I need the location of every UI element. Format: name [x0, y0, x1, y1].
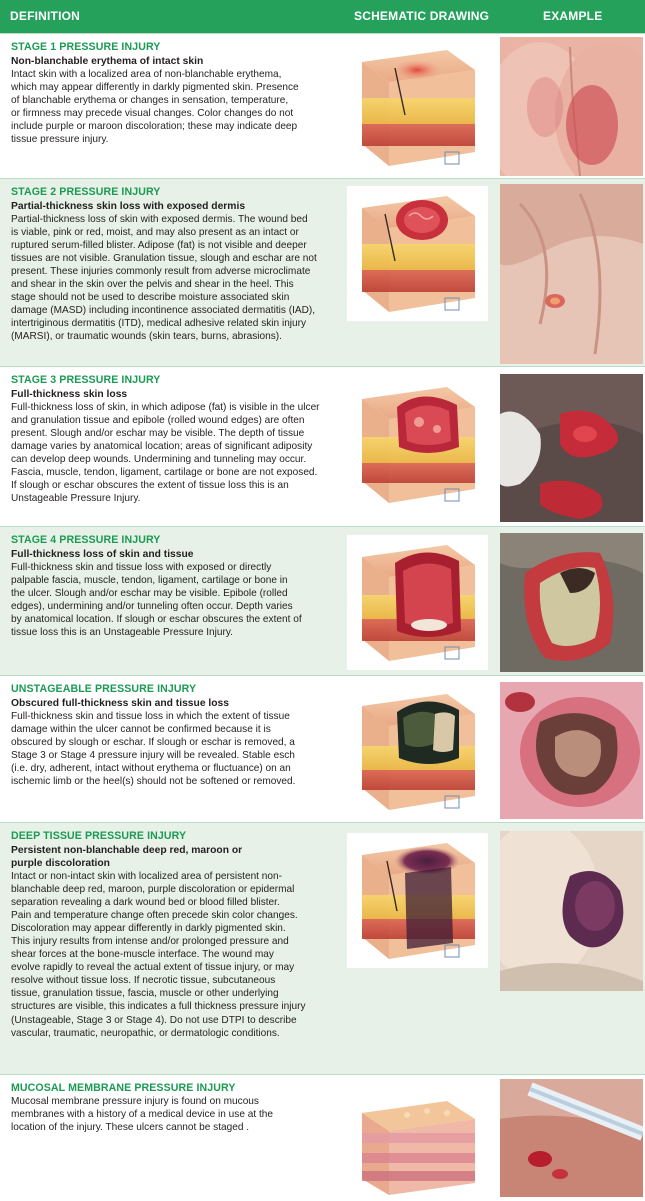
unstageable-row [0, 675, 645, 823]
mucosal-row [0, 1074, 645, 1201]
stage-2-subtitle: Partial-thickness skin loss with exposed dermis [11, 201, 246, 212]
stage-4-description: Full-thickness skin and tissue loss with exposed or directly palpable fascia, muscle, tendon, ligament, cartilage or bone in the ulcer. Slough and/or eschar may be visible. Epibole (rolled edges), undermining and/or tunneling often occur. Depth varies by anatomical location. If slough or eschar obscures the extent of tissue loss this is an Unstageable Pressure Injury. [11, 562, 302, 639]
unstageable-example-photo [500, 682, 643, 819]
mucosal-example-photo [500, 1079, 643, 1197]
table-header [0, 0, 645, 33]
deep-tissue-schematic [347, 833, 488, 968]
stage-4-example-photo [500, 533, 643, 672]
stage-3-example-photo [500, 374, 643, 522]
stage-4-subtitle: Full-thickness loss of skin and tissue [11, 549, 194, 560]
stage-1-description: Intact skin with a localized area of non-blanchable erythema, which may appear differently in darkly pigmented skin. Presence of blanchable erythema or changes in sensation, temperature, or firmness may precede visual changes. Color changes do not include purple or maroon discoloration; these may indicate deep tissue pressure injury. [11, 69, 299, 146]
stage-2-row [0, 178, 645, 367]
deep-tissue-title: DEEP TISSUE PRESSURE INJURY [11, 830, 187, 842]
stage-2-example-photo [500, 184, 643, 364]
stage-2-description: Partial-thickness loss of skin with exposed dermis. The wound bed is viable, pink or red, moist, and may also present as an intact or ruptured serum-filled blister. Adipose (fat) is not visible and deeper tissues are not visible. Granulation tissue, slough and eschar are not present. These injuries commonly result from adverse microclimate and shear in the skin over the pelvis and shear in the heel. This stage should not be used to describe moisture associated skin damage (MASD) including incontinence associated dermatitis (IAD), intertriginous dermatitis (ITD), medical adhesive related skin injury (MARSI), or traumatic wounds (skin tears, burns, abrasions). [11, 214, 317, 343]
stage-4-schematic [347, 535, 488, 670]
stage-4-row [0, 526, 645, 676]
stage-1-subtitle: Non-blanchable erythema of intact skin [11, 56, 204, 67]
stage-3-subtitle: Full-thickness skin loss [11, 389, 128, 400]
deep-tissue-description: Intact or non-intact skin with localized area of persistent non- blanchable deep red, maroon, purple discoloration or epidermal separation revealing a dark wound bed or blood filled blister. Pain and temperature change often precede skin color changes. Discoloration may appear differently in darkly pigmented skin. This injury results from intense and/or prolonged pressure and shear forces at the bone-muscle interface. The wound may evolve rapidly to reveal the actual extent of tissue injury, or may resolve without tissue loss. If necrotic tissue, subcutaneous tissue, granulation tissue, fascia, muscle or other underlying structures are visible, this indicates a full thickness pressure injury (Unstageable, Stage 3 or Stage 4). Do not use DTPI to describe vascular, traumatic, neuropathic, or dermatologic conditions. [11, 871, 306, 1039]
stage-1-title: STAGE 1 PRESSURE INJURY [11, 41, 161, 53]
stage-3-description: Full-thickness loss of skin, in which adipose (fat) is visible in the ulcer and granulation tissue and epibole (rolled wound edges) are often present. Slough and/or eschar may be visible. The depth of tissue damage varies by anatomical location; areas of significant adiposity can develop deep wounds. Undermining and tunneling may occur. Fascia, muscle, tendon, ligament, cartilage or bone are not exposed. If slough or eschar obscures the extent of tissue loss this is an Unstageable Pressure Injury. [11, 402, 320, 505]
mucosal-description: Mucosal membrane pressure injury is found on mucous membranes with a history of a medical device in use at the location of the injury. These ulcers cannot be staged . [11, 1096, 274, 1134]
deep-tissue-example-photo [500, 831, 643, 991]
stage-3-row [0, 366, 645, 527]
header-schematic-drawing: SCHEMATIC DRAWING [354, 9, 490, 23]
stage-3-schematic [347, 377, 488, 512]
header-definition: DEFINITION [10, 9, 80, 23]
stage-4-title: STAGE 4 PRESSURE INJURY [11, 534, 161, 546]
unstageable-schematic [347, 684, 488, 819]
stage-1-schematic [347, 40, 488, 175]
stage-2-schematic [347, 186, 488, 321]
mucosal-title: MUCOSAL MEMBRANE PRESSURE INJURY [11, 1082, 236, 1094]
unstageable-description: Full-thickness skin and tissue loss in which the extent of tissue damage within the ulcer cannot be confirmed because it is obscured by slough or eschar. If slough or eschar is removed, a Stage 3 or Stage 4 pressure injury will be revealed. Stable esch (i.e. dry, adherent, intact without erythema or fluctuance) on an ischemic limb or the heel(s) should not be softened or removed. [11, 711, 296, 788]
stage-3-title: STAGE 3 PRESSURE INJURY [11, 374, 161, 386]
unstageable-title: UNSTAGEABLE PRESSURE INJURY [11, 683, 197, 695]
deep-tissue-row [0, 822, 645, 1075]
stage-1-example-photo [500, 37, 643, 176]
unstageable-subtitle: Obscured full-thickness skin and tissue loss [11, 698, 230, 709]
stage-1-row [0, 33, 645, 179]
stage-2-title: STAGE 2 PRESSURE INJURY [11, 186, 161, 198]
deep-tissue-subtitle: Persistent non-blanchable deep red, maroon or purple discoloration [11, 845, 243, 869]
header-example: EXAMPLE [543, 9, 603, 23]
mucosal-schematic [347, 1083, 488, 1198]
